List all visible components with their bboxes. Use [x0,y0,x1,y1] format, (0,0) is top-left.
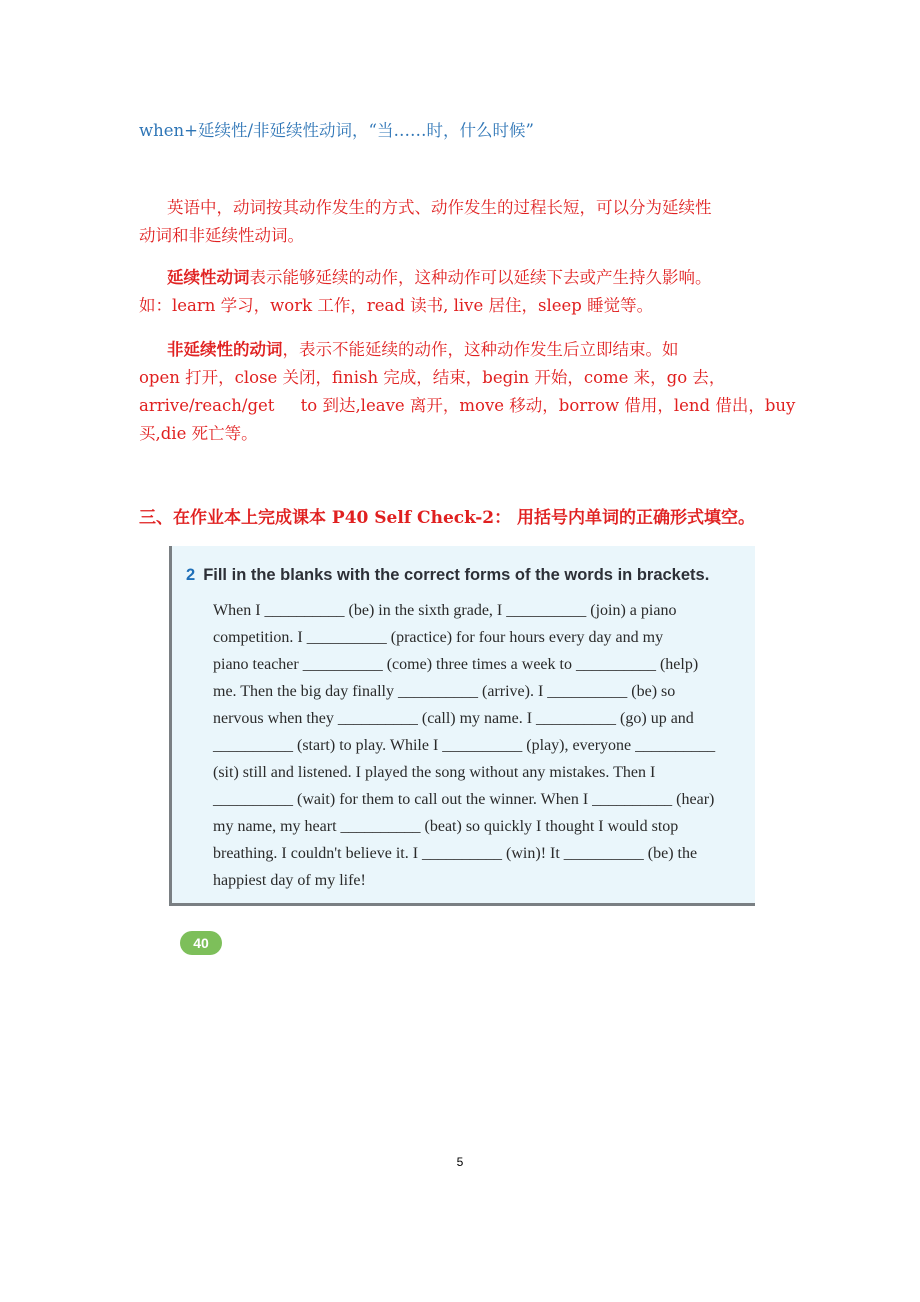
paragraph-line: open 打开，close 关闭，finish 完成，结束，begin 开始，come 来，go 去， [139,368,726,387]
term-non-durative: 非延续性的动词 [167,340,283,359]
paragraph-text: ，表示不能延续的动作，这种动作发生后立即结束。如 [282,340,679,359]
paragraph-non-durative-verbs [139,336,796,448]
textbook-exercise-image [169,546,755,906]
exercise-line: nervous when they __________ (call) my name. I __________ (go) up and [213,710,694,727]
exercise-line: breathing. I couldn't believe it. I __________ (win)! It __________ (be) the [213,845,698,862]
paragraph-verb-types [139,194,789,250]
exercise-line: me. Then the big day finally __________ (arrive). I __________ (be) so [213,683,676,700]
exercise-line: __________ (start) to play. While I __________ (play), everyone __________ [213,737,716,754]
paragraph-durative-verbs [139,264,789,320]
paragraph-line: arrive/reach/get to 到达,leave 离开，move 移动，borrow 借用，lend 借出，buy [139,396,796,415]
exercise-number: 2 [186,566,196,584]
paragraph-line: 买,die 死亡等。 [139,424,258,443]
intro-line: when+延续性/非延续性动词，“当……时，什么时候” [139,121,534,140]
exercise-line: __________ (wait) for them to call out the winner. When I __________ (hear) [213,791,715,808]
paragraph-line [139,336,789,364]
exercise-line: competition. I __________ (practice) for four hours every day and my [213,629,664,646]
exercise-line: my name, my heart __________ (beat) so quickly I thought I would stop [213,818,679,835]
paragraph-line: 英语中，动词按其动作发生的方式、动作发生的过程长短，可以分为延续性 [167,198,712,217]
paragraph-text: 表示能够延续的动作，这种动作可以延续下去或产生持久影响。 [249,268,712,287]
paragraph-line: 动词和非延续性动词。 [139,226,304,245]
exercise-line: piano teacher __________ (come) three times a week to __________ (help) [213,656,699,673]
paragraph-line [139,264,789,292]
term-durative: 延续性动词 [167,268,250,287]
section-heading: 三、在作业本上完成课本 P40 Self Check-2： 用括号内单词的正确形式填空。 [139,508,756,528]
exercise-title [186,566,709,585]
page-number: 5 [456,1155,464,1169]
exercise-line: (sit) still and listened. I played the song without any mistakes. Then I [213,764,656,781]
exercise-instruction: Fill in the blanks with the correct forms of the words in brackets. [203,566,710,584]
exercise-line: When I __________ (be) in the sixth grade, I __________ (join) a piano [213,602,677,619]
book-page-badge: 40 [180,931,222,955]
paragraph-line: 如：learn 学习，work 工作，read 读书, live 居住，sleep 睡觉等。 [139,296,654,315]
exercise-line: happiest day of my life! [213,872,366,889]
